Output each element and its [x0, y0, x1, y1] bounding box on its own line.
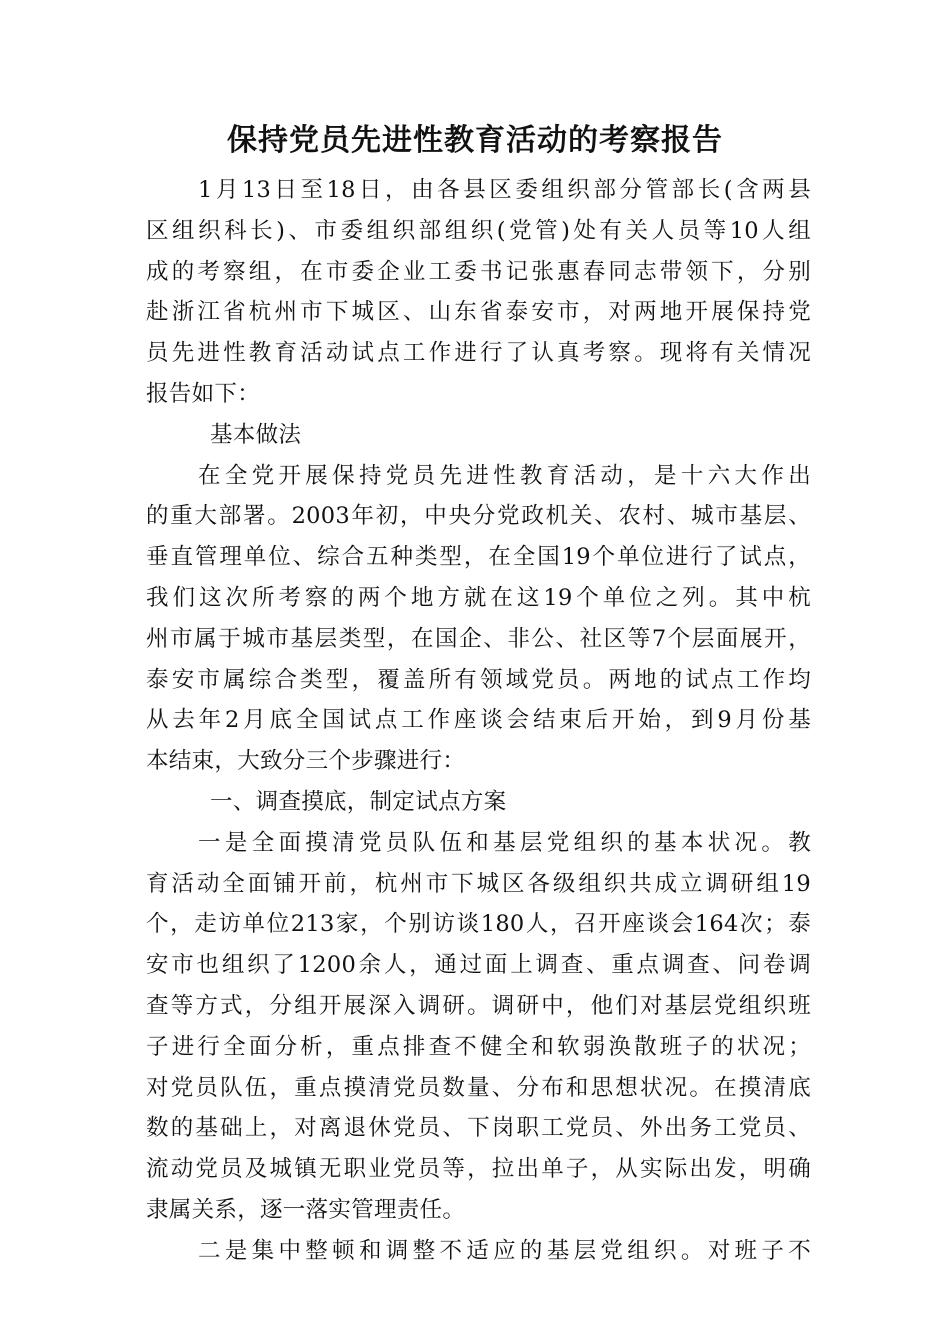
text-line: 子进行全面分析，重点排查不健全和软弱涣散班子的状况； [146, 1033, 811, 1060]
text-line: 查等方式，分组开展深入调研。调研中，他们对基层党组织班 [146, 992, 811, 1019]
document-title: 保持党员先进性教育活动的考察报告 [227, 123, 723, 158]
text-line: 安市也组织了1200余人，通过面上调查、重点调查、问卷调 [146, 952, 811, 979]
text-line: 本结束，大致分三个步骤进行： [146, 748, 466, 775]
text-line: 流动党员及城镇无职业党员等，拉出单子，从实际出发，明确 [146, 1156, 811, 1183]
text-line: 育活动全面铺开前，杭州市下城区各级组织共成立调研组19 [146, 870, 811, 897]
text-line: 数的基础上，对离退休党员、下岗职工党员、外出务工党员、 [146, 1115, 811, 1142]
text-line: 员先进性教育活动试点工作进行了认真考察。现将有关情况 [146, 340, 811, 367]
text-line: 泰安市属综合类型，覆盖所有领域党员。两地的试点工作均 [146, 666, 811, 693]
text-line: 一是全面摸清党员队伍和基层党组织的基本状况。教 [198, 829, 811, 856]
section-heading: 基本做法 [210, 421, 302, 448]
text-line: 垂直管理单位、综合五种类型，在全国19个单位进行了试点， [146, 544, 811, 571]
text-line: 我们这次所考察的两个地方就在这19个单位之列。其中杭 [146, 584, 811, 611]
text-line: 从去年2月底全国试点工作座谈会结束后开始，到9月份基 [146, 707, 811, 734]
section-heading: 一、调查摸底，制定试点方案 [210, 788, 507, 815]
text-line: 赴浙江省杭州市下城区、山东省泰安市，对两地开展保持党 [146, 299, 811, 326]
text-line: 区组织科长)、市委组织部组织(党管)处有关人员等10人组 [146, 217, 811, 244]
text-line: 的重大部署。2003年初，中央分党政机关、农村、城市基层、 [146, 503, 811, 530]
text-line: 成的考察组，在市委企业工委书记张惠春同志带领下，分别 [146, 258, 811, 285]
text-line: 个，走访单位213家，个别访谈180人，召开座谈会164次；泰 [146, 911, 811, 938]
text-line: 对党员队伍，重点摸清党员数量、分布和思想状况。在摸清底 [146, 1074, 811, 1101]
document-body [146, 170, 811, 1272]
text-line: 二是集中整顿和调整不适应的基层党组织。对班子不 [198, 1237, 811, 1264]
text-line: 1月13日至18日，由各县区委组织部分管部长(含两县 [198, 177, 811, 203]
text-line: 隶属关系，逐一落实管理责任。 [146, 1196, 466, 1223]
text-line: 在全党开展保持党员先进性教育活动，是十六大作出 [198, 462, 811, 489]
text-line: 报告如下： [146, 380, 261, 407]
text-line: 州市属于城市基层类型，在国企、非公、社区等7个层面展开， [146, 625, 811, 652]
